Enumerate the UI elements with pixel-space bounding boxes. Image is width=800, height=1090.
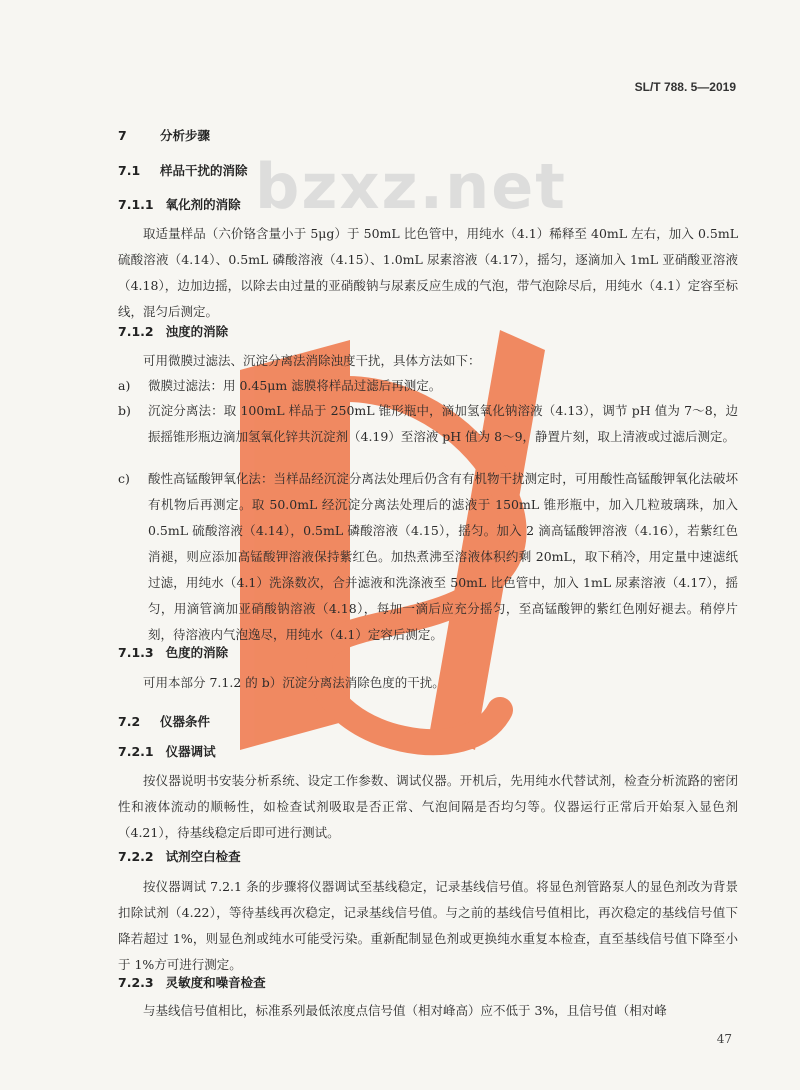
section-title: 试剂空白检查 — [165, 849, 241, 864]
section-number: 7.1.2 — [118, 324, 154, 339]
page-number: 47 — [716, 1032, 732, 1046]
section-number: 7.2.3 — [118, 975, 154, 990]
list-marker: a) — [118, 378, 131, 393]
section-7-2-3-heading — [118, 973, 266, 991]
list-item-c — [118, 466, 738, 648]
watermark-text: bzxz.net — [255, 150, 567, 223]
section-7-2-heading — [118, 712, 210, 730]
list-item-b — [118, 398, 738, 450]
section-title: 灵敏度和噪音检查 — [165, 975, 266, 990]
section-7-1-heading — [118, 161, 248, 179]
section-7-1-3-heading — [118, 643, 228, 661]
section-title: 样品干扰的消除 — [160, 163, 248, 178]
section-number: 7.2.1 — [118, 744, 154, 759]
section-number: 7.2.2 — [118, 849, 154, 864]
section-7-1-1-heading — [118, 195, 241, 213]
standard-code: SL/T 788. 5—2019 — [634, 80, 736, 94]
section-title: 分析步骤 — [160, 128, 211, 143]
section-title: 浊度的消除 — [165, 324, 229, 339]
list-item-a — [118, 373, 738, 399]
section-title: 仪器调试 — [165, 744, 216, 759]
paragraph-7-1-1: 取适量样品（六价铬含量小于 5μg）于 50mL 比色管中，用纯水（4.1）稀释至 40mL 左右，加入 0.5mL 硫酸溶液（4.14）、0.5mL 磷酸溶液（4.15）、1.0mL 尿素溶液（4.17），摇匀，逐滴加入 1mL 亚硝酸亚溶液（4.18），边加边摇，以除去由过量的亚硝酸钠与尿素反应生成的气泡，带气泡除尽后，用纯水（4.1）定容至标线，混匀后测定。 — [118, 226, 738, 319]
paragraph-7-1-3: 可用本部分 7.1.2 的 b）沉淀分离法消除色度的干扰。 — [143, 675, 445, 690]
section-number: 7.1.1 — [118, 197, 154, 212]
section-number: 7.1.3 — [118, 645, 154, 660]
section-title: 色度的消除 — [165, 645, 229, 660]
section-7-2-1-heading — [118, 742, 216, 760]
section-number: 7 — [118, 128, 127, 143]
section-number: 7.1 — [118, 163, 141, 178]
list-item-text: 酸性高锰酸钾氧化法：当样品经沉淀分离法处理后仍含有有机物干扰测定时，可用酸性高锰酸钾氧化法破坏有机物后再测定。取 50.0mL 经沉淀分离法处理后的滤液于 150mL 锥形瓶中，加入几粒玻璃珠，加入 0.5mL 硫酸溶液（4.14），0.5mL 磷酸溶液（4.15），摇匀。加入 2 滴高锰酸钾溶液（4.16），若紫红色消褪，则应添加高锰酸钾溶液保持紫红色。加热煮沸至溶液体积约剩 20mL，取下稍冷，用定量中速滤纸过滤，用纯水（4.1）洗涤数次，合并滤液和洗涤液至 50mL 比色管中，加入 1mL 尿素溶液（4.17），摇匀，用滴管滴加亚硝酸钠溶液（4.18），每加一滴后应充分摇匀，至高锰酸钾的紫红色刚好褪去。稍停片刻，待溶液内气泡逸尽，用纯水（4.1）定容后测定。 — [148, 471, 738, 642]
list-item-text: 微膜过滤法：用 0.45μm 滤膜将样品过滤后再测定。 — [148, 378, 442, 393]
paragraph-7-1-2-intro: 可用微膜过滤法、沉淀分离法消除浊度干扰，具体方法如下： — [143, 353, 481, 368]
section-7-heading — [118, 126, 210, 144]
section-number: 7.2 — [118, 714, 141, 729]
paragraph-7-2-1: 按仪器说明书安装分析系统、设定工作参数、调试仪器。开机后，先用纯水代替试剂，检查分析流路的密闭性和液体流动的顺畅性，如检查试剂吸取是否正常、气泡间隔是否均匀等。仪器运行正常后开始泵入显色剂（4.21），待基线稳定后即可进行测试。 — [118, 773, 738, 840]
section-title: 仪器条件 — [160, 714, 211, 729]
list-marker: c) — [118, 471, 130, 486]
list-item-text: 沉淀分离法：取 100mL 样品于 250mL 锥形瓶中，滴加氢氧化钠溶液（4.13），调节 pH 值为 7～8，边振摇锥形瓶边滴加氢氧化锌共沉淀剂（4.19）至溶液 pH 值为 8～9，静置片刻，取上清液或过滤后测定。 — [148, 403, 738, 444]
paragraph-7-2-3: 与基线信号值相比，标准系列最低浓度点信号值（相对峰高）应不低于 3%，且信号值（相对峰 — [143, 1003, 667, 1018]
section-title: 氧化剂的消除 — [165, 197, 241, 212]
section-7-1-2-heading — [118, 322, 228, 340]
paragraph-7-2-2: 按仪器调试 7.2.1 条的步骤将仪器调试至基线稳定，记录基线信号值。将显色剂管路泵人的显色剂改为背景扣除试剂（4.22），等待基线再次稳定，记录基线信号值。与之前的基线信号值相比，再次稳定的基线信号值下降若超过 1%，则显色剂或纯水可能受污染。重新配制显色剂或更换纯水重复本检查，直至基线信号值下降至小于 1%方可进行测定。 — [118, 879, 738, 972]
section-7-2-2-heading — [118, 847, 241, 865]
list-marker: b) — [118, 403, 131, 418]
